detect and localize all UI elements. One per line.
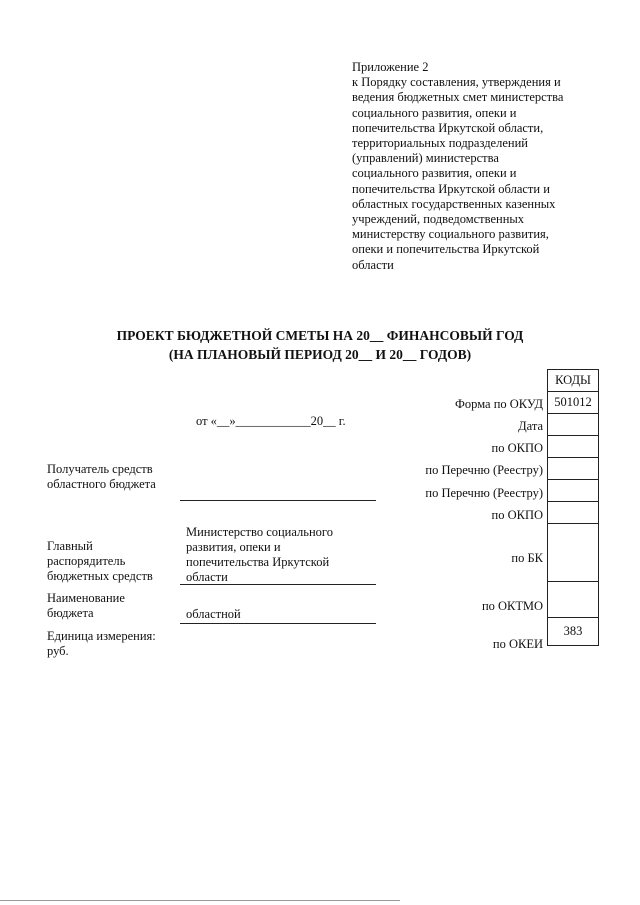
date-line: от «__»____________20__ г. [196,414,346,428]
code-okei-value: 383 [548,618,599,646]
code-bk-label: по БК [511,551,543,565]
code-bk-value [548,524,599,582]
unit-label: Единица измерения: руб. [47,629,156,658]
appendix-line: социального развития, опеки и [352,166,517,181]
code-okpo-value-2 [548,502,599,524]
recipient-underline [180,500,376,501]
code-okei-label: по ОКЕИ [492,637,543,651]
appendix-line: попечительства Иркутской области, [352,120,544,135]
code-registry-value-2 [548,480,599,502]
code-okud-value: 501012 [548,392,599,414]
appendix-line: (управлений) министерства [352,151,499,166]
code-oktmo-label: по ОКТМО [481,599,543,613]
code-okpo-value [548,436,599,458]
code-okpo-label-2: по ОКПО [491,508,543,522]
code-oktmo-value [548,582,599,618]
budget-underline [180,623,376,624]
codes-header: КОДЫ [548,370,599,392]
appendix-header [352,60,592,273]
title-line-2: (НА ПЛАНОВЫЙ ПЕРИОД 20__ И 20__ ГОДОВ) [168,347,472,362]
recipient-label: Получатель средств областного бюджета [47,462,156,491]
appendix-line: территориальных подразделений [352,136,528,151]
appendix-line: Приложение 2 [352,60,429,74]
appendix-line: министерству социального развития, [352,227,549,242]
manager-underline [180,584,376,585]
scan-border [0,900,400,901]
title-line-1: ПРОЕКТ БЮДЖЕТНОЙ СМЕТЫ НА 20__ ФИНАНСОВЫЙ ГОД [116,328,524,343]
appendix-line: к Порядку составления, утверждения и [352,75,561,90]
budget-value: областной [186,607,241,621]
manager-value: Министерство социального развития, опеки и попечительства Иркутской области [186,525,333,584]
appendix-line: области [352,257,394,272]
appendix-line: опеки и попечительства Иркутской [352,242,540,257]
document-title [0,326,640,364]
budget-label: Наименование бюджета [47,591,125,620]
appendix-line: социального развития, опеки и [352,105,517,120]
code-date-label: Дата [518,419,543,433]
code-okud-label: Форма по ОКУД [455,397,543,411]
appendix-line: областных государственных казенных [352,196,556,211]
codes-table [547,369,599,646]
code-okpo-label: по ОКПО [491,441,543,455]
appendix-line: учреждений, подведомственных [352,212,525,227]
code-registry-label-1: по Перечню (Реестру) [425,463,543,477]
code-registry-value-1 [548,458,599,480]
appendix-line: попечительства Иркутской области и [352,181,550,196]
appendix-line: ведения бюджетных смет министерства [352,90,564,105]
code-registry-label-2: по Перечню (Реестру) [425,486,543,500]
manager-label: Главный распорядитель бюджетных средств [47,539,153,583]
code-date-value [548,414,599,436]
